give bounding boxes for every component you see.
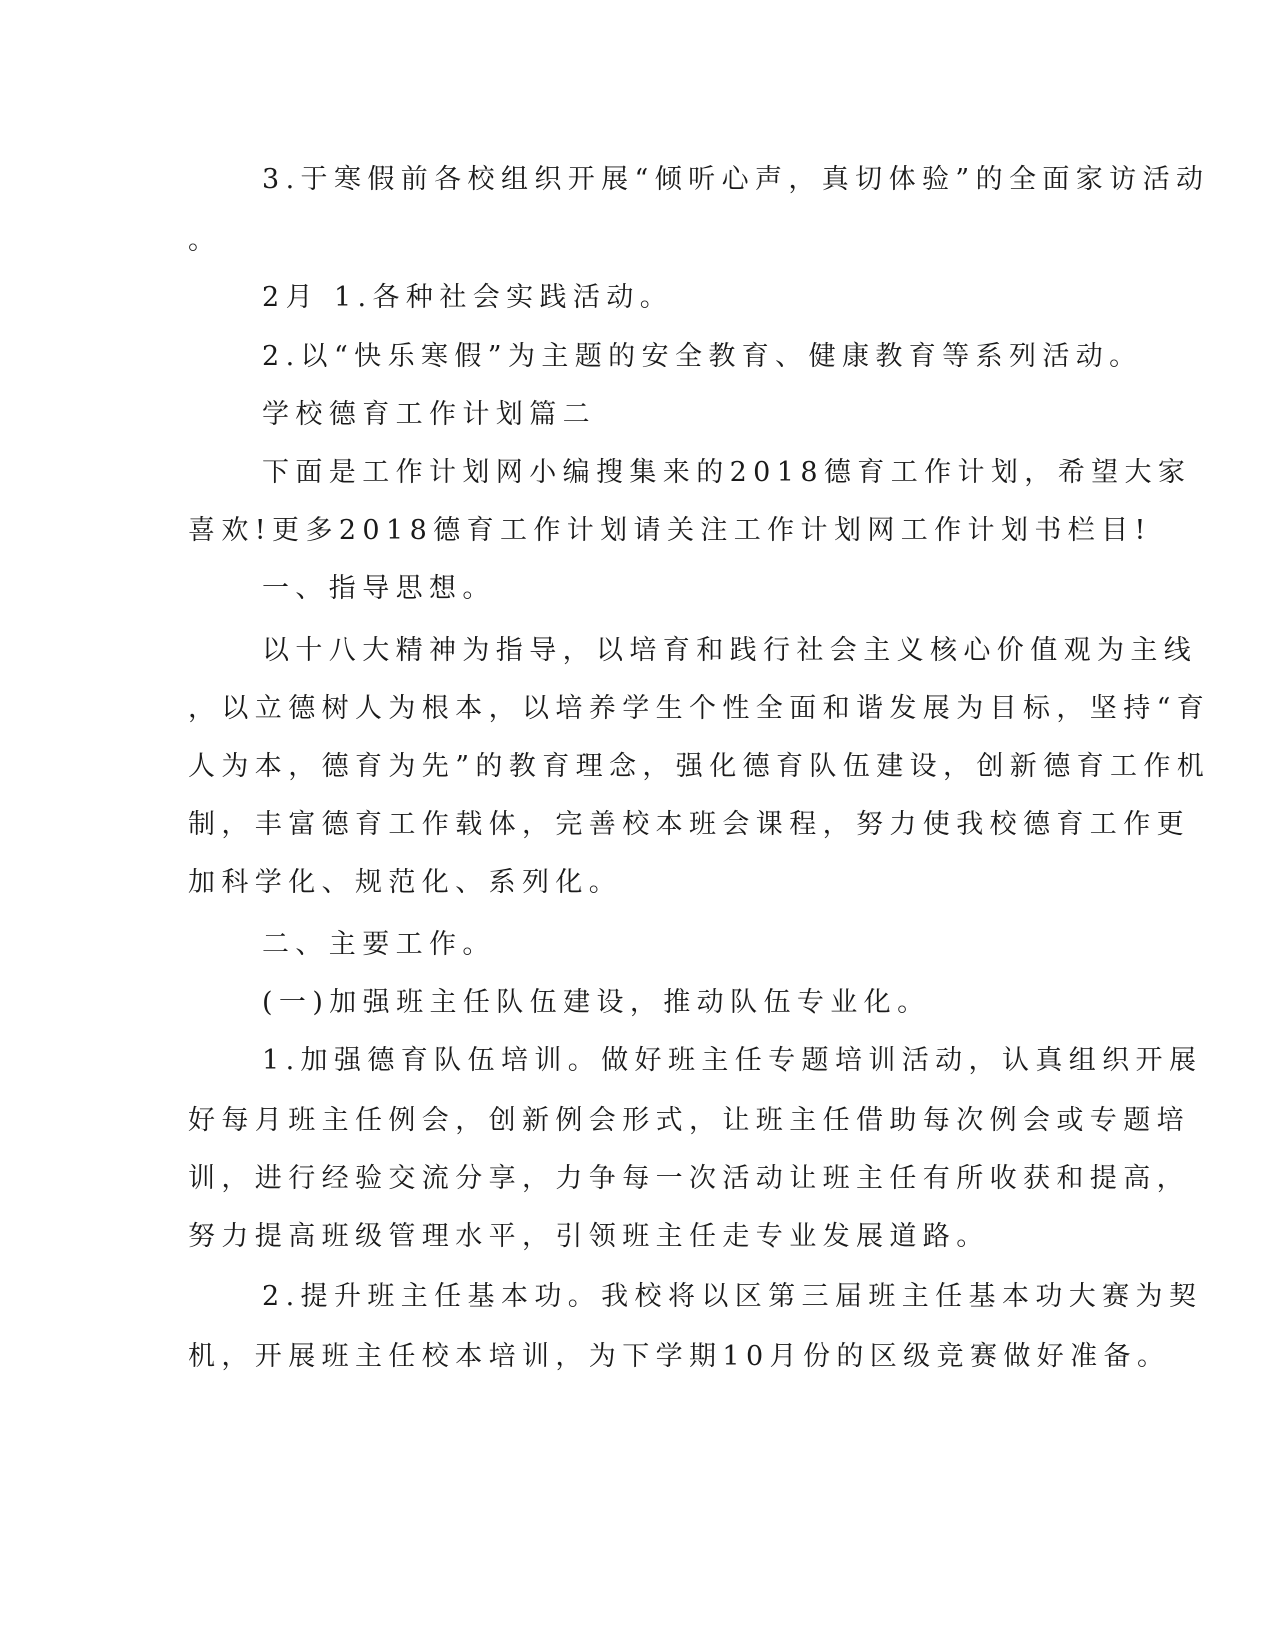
text-line-1: 3.于寒假前各校组织开展“倾听心声，真切体验”的全面家访活动	[262, 164, 1210, 195]
text-line-12: 制，丰富德育工作载体，完善校本班会课程，努力使我校德育工作更	[188, 809, 1190, 840]
text-line-20: 2.提升班主任基本功。我校将以区第三届班主任基本功大赛为契	[262, 1281, 1203, 1312]
text-line-10: ，以立德树人为根本，以培养学生个性全面和谐发展为目标，坚持“育	[188, 693, 1211, 724]
text-line-3: 2月 1.各种社会实践活动。	[262, 282, 674, 313]
text-line-9: 以十八大精神为指导，以培育和践行社会主义核心价值观为主线	[262, 635, 1198, 666]
text-line-21: 机，开展班主任校本培训，为下学期10月份的区级竞赛做好准备。	[188, 1341, 1171, 1372]
text-line-13: 加科学化、规范化、系列化。	[188, 867, 623, 898]
text-line-15: (一)加强班主任队伍建设，推动队伍专业化。	[262, 987, 931, 1018]
text-line-17: 好每月班主任例会，创新例会形式，让班主任借助每次例会或专题培	[188, 1105, 1190, 1136]
text-line-16: 1.加强德育队伍培训。做好班主任专题培训活动，认真组织开展	[262, 1045, 1203, 1076]
text-line-19: 努力提高班级管理水平，引领班主任走专业发展道路。	[188, 1221, 990, 1252]
section-heading: 学校德育工作计划篇二	[262, 399, 596, 430]
text-line-4: 2.以“快乐寒假”为主题的安全教育、健康教育等系列活动。	[262, 341, 1143, 372]
text-line-6: 下面是工作计划网小编搜集来的2018德育工作计划，希望大家	[262, 457, 1192, 488]
text-line-11: 人为本，德育为先”的教育理念，强化德育队伍建设，创新德育工作机	[188, 751, 1211, 782]
text-line-18: 训，进行经验交流分享，力争每一次活动让班主任有所收获和提高，	[188, 1163, 1190, 1194]
text-line-7: 喜欢!更多2018德育工作计划请关注工作计划网工作计划书栏目!	[188, 515, 1152, 546]
subheading-main-work: 二、主要工作。	[262, 929, 496, 960]
subheading-guiding-thought: 一、指导思想。	[262, 573, 496, 604]
text-line-2: 。	[188, 225, 222, 256]
